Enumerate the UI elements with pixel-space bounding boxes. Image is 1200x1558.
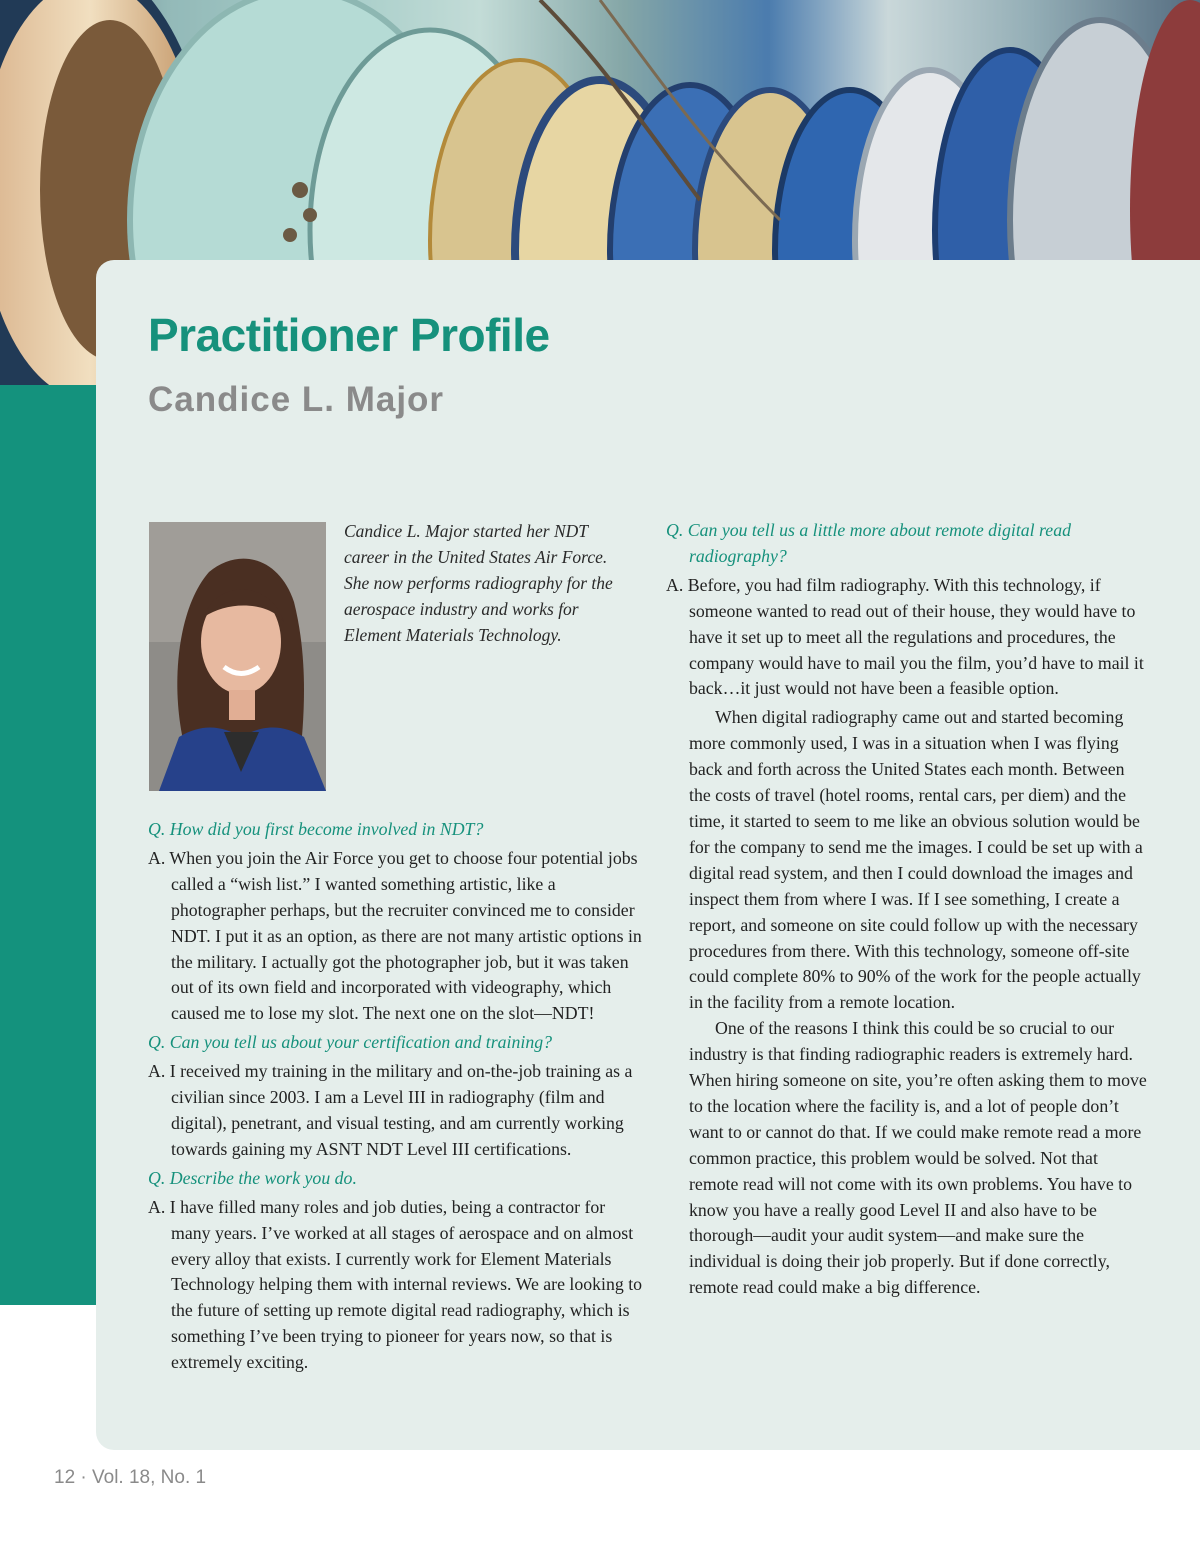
answer-2: A. I received my training in the military and on-the-job training as a civilian since 2003. I am a Level III in radiography (film and digital), penetrant, and visual testing, and am currently working towards gaining my ASNT NDT Level III certifications. xyxy=(148,1061,633,1159)
intro-text: Candice L. Major started her NDT career in the United States Air Force. She now performs radiography for the aerospace industry and works for Element Materials Technology. xyxy=(344,521,613,645)
question-4: Q. Can you tell us a little more about remote digital read radiography? xyxy=(666,520,1071,566)
answer-4: A. Before, you had film radiography. With this technology, if someone wanted to read out of their house, they would have to have it set up to meet all the regulations and procedures, the company would have to mail you the film, you’d have to mail it back…it just would not have been a feasible option. xyxy=(666,574,1144,699)
teal-side-band xyxy=(0,385,96,1305)
answer-4-paragraph-3: One of the reasons I think this could be so crucial to our industry is that finding radiographic readers is extremely hard. When hiring someone on site, you’re often asking them to move to the location where the facility is, and a lot of people don’t want to or cannot do that. If we could make remote read a more common practice, this problem would be solved. Not that remote read will not come with its own problems. You have to know you have a really good Level II and also have to be thorough—audit your audit system—and make sure the individual is doing their job properly. But if done correctly, remote read could make a big difference. xyxy=(689,1018,1147,1298)
answer-1: A. When you join the Air Force you get to choose four potential jobs called a “wish list.” I wanted something artistic, like a photographer perhaps, but the recruiter convinced me to consider NDT. I put it as an option, as there are not many artistic options in the military. I actually got the photographer job, but it was taken out of its own field and incorporated with videography, which caused me to lose my slot. The next one on the slot—NDT! xyxy=(148,847,642,1024)
page-footer: 12 · Vol. 18, No. 1 xyxy=(54,1467,207,1488)
question-3: Q. Describe the work you do. xyxy=(148,1167,357,1188)
portrait-photo xyxy=(149,522,326,791)
profile-name: Candice L. Major xyxy=(148,380,445,419)
right-column xyxy=(666,518,1150,1301)
question-1: Q. How did you first become involved in NDT? xyxy=(148,819,484,839)
left-column xyxy=(148,817,648,1379)
portrait-illustration xyxy=(149,522,326,791)
question-2: Q. Can you tell us about your certification and training? xyxy=(148,1032,553,1053)
answer-3: A. I have filled many roles and job duties, being a contractor for many years. I’ve worked at all stages of aerospace and on almost every alloy that exists. I currently work for Element Materials Technology helping them with internal reviews. We are looking to the future of setting up remote digital read radiography, which is something I’ve been trying to pioneer for years now, so that is extremely exciting. xyxy=(148,1196,643,1373)
page-title: Practitioner Profile xyxy=(148,309,550,361)
answer-4-paragraph-2: When digital radiography came out and started becoming more commonly used, I was in a situation when I was flying back and forth across the United States each month. Between the costs of travel (hotel rooms, rental cars, per diem) and the time, it started to seem to me like an obvious solution would be for the company to send me the images. I could be set up with a digital read system, and then I could download the images and inspect them from where I was. If I see something, I create a report, and someone on site could follow up with the necessary procedures from there. With this technology, someone off-site could complete 80% to 90% of the work for the people actually in the facility from a remote location. xyxy=(689,707,1143,1013)
